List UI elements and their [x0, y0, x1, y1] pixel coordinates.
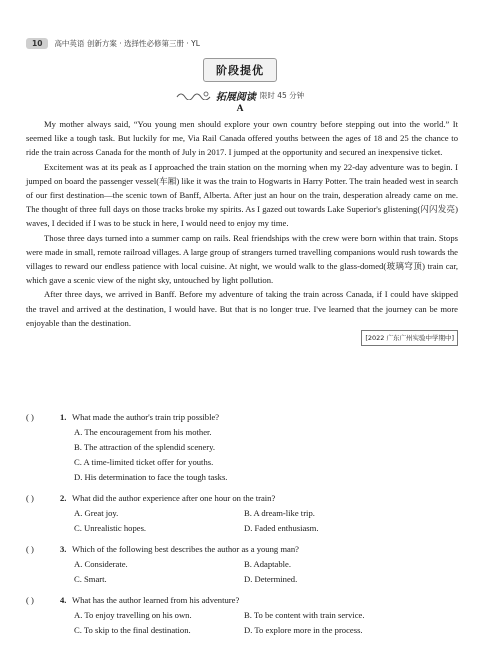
- subtitle-wrap: [0, 85, 480, 104]
- option-a: A. To enjoy travelling on his own.: [74, 610, 192, 620]
- option-a: A. Considerate.: [74, 559, 128, 569]
- title-wrap: [0, 58, 480, 82]
- option-b: B. To be content with train service.: [244, 610, 365, 620]
- reading-decoration-icon: [176, 90, 212, 100]
- question-1: [26, 409, 458, 485]
- answer-blank[interactable]: ( ): [26, 412, 34, 422]
- option-b: B. The attraction of the splendid scenery.: [74, 442, 216, 452]
- question-stem: Which of the following best describes the author as a young man?: [72, 544, 299, 554]
- option-c: C. A time-limited ticket offer for youths.: [74, 457, 214, 467]
- question-number: 2.: [60, 493, 67, 503]
- paragraph: My mother always said, “You young men should explore your own country before stepping out into the world.” It seemed like a tough task. But luckily for me, Via Rail Canada offered youths between the ages of 18 and 25 the chance to ride the train across Canada for the month of July in 2017. I jumped at the opportunity and secured an inexpensive ticket.: [26, 119, 458, 158]
- question-stem: What did the author experience after one hour on the train?: [72, 493, 276, 503]
- option-d: D. Determined.: [244, 574, 298, 584]
- option-c: C. Unrealistic hopes.: [74, 523, 147, 533]
- section-letter: A: [236, 104, 244, 114]
- option-d: D. Faded enthusiasm.: [244, 523, 319, 533]
- answer-blank[interactable]: ( ): [26, 595, 34, 605]
- subtitle-time: 限时 45 分钟: [259, 90, 305, 100]
- paragraph: After three days, we arrived in Banff. Before my adventure of taking the train across Canada, if I could have skipped the travel and arrived at the destination, I would have. But that is no longer true. I've learned that the journey can be more enjoyable than the destination.: [26, 289, 458, 328]
- passage: [26, 117, 458, 346]
- question-stem: What made the author's train trip possible?: [72, 412, 220, 422]
- option-a: A. Great joy.: [74, 508, 119, 518]
- page-header: [26, 38, 200, 49]
- question-number: 1.: [60, 412, 67, 422]
- option-a: A. The encouragement from his mother.: [74, 427, 212, 437]
- question-number: 4.: [60, 595, 67, 605]
- page-title: 阶段提优: [203, 58, 277, 82]
- option-c: C. To skip to the final destination.: [74, 625, 191, 635]
- question-4: [26, 592, 458, 638]
- answer-blank[interactable]: ( ): [26, 493, 34, 503]
- option-d: D. His determination to face the tough tasks.: [74, 472, 228, 482]
- answer-blank[interactable]: ( ): [26, 544, 34, 554]
- question-stem: What has the author learned from his adventure?: [72, 595, 240, 605]
- source-line: [26, 330, 458, 346]
- question-3: [26, 541, 458, 587]
- subtitle-title: 拓展阅读: [215, 91, 256, 103]
- option-d: D. To explore more in the process.: [244, 625, 363, 635]
- paragraph: Excitement was at its peak as I approached the train station on the morning when my 22-day adventure was to begin. I jumped on board the passenger vessel(车厢) like it was the train to Hogwarts in Harry Potter. The train headed west in search of our first destination—the scenic town of Banff, Alberta. After just an hour on the train, desperation already came on me. The thought of three full days on those tracks broke my spirits. As I gazed out towards Lake Superior's glistening(闪闪发亮) waves, I decided if I was to be stuck in here, I would need to enjoy my time.: [26, 161, 458, 229]
- question-list: [26, 409, 458, 643]
- page-number: 10: [26, 38, 48, 49]
- source-tag: [2022 广东广州实验中学期中]: [361, 330, 458, 346]
- option-b: B. Adaptable.: [244, 559, 292, 569]
- question-number: 3.: [60, 544, 67, 554]
- header-text: 高中英语 创新方案 · 选择性必修第三册 · YL: [54, 39, 200, 48]
- option-c: C. Smart.: [74, 574, 107, 584]
- question-2: [26, 490, 458, 536]
- option-b: B. A dream-like trip.: [244, 508, 315, 518]
- paragraph: Those three days turned into a summer camp on rails. Real friendships with the crew were born within that train. Stops were made in small, remote railroad villages. A large group of strangers turned travelling companions would rush towards the villages to reward our endless patience with local cuisine. At night, we would walk to the glass-domed(玻璃穹顶) train car, which gave a scenic view of the night sky, untouched by light pollution.: [26, 232, 458, 286]
